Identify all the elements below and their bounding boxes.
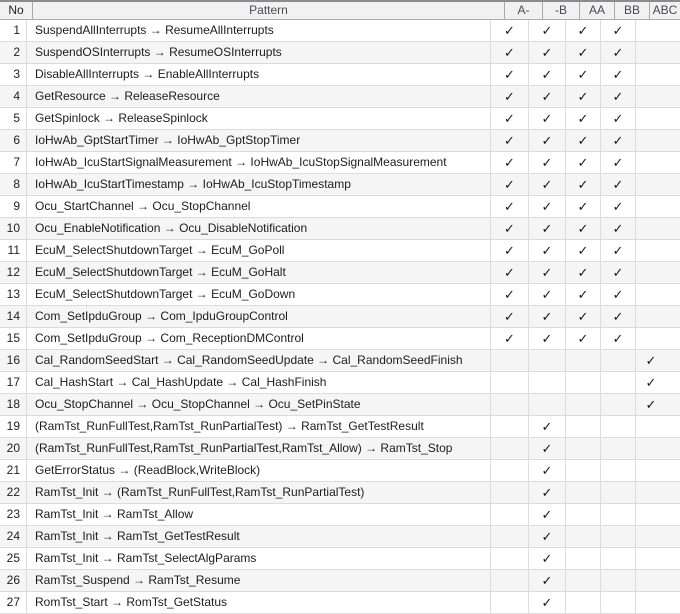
checkmark-icon: ✓ — [541, 595, 553, 610]
checkmark-icon: ✓ — [504, 133, 515, 148]
checkmark-icon: ✓ — [504, 111, 515, 126]
table-row — [0, 548, 680, 570]
checkmark-icon: ✓ — [541, 419, 553, 434]
checkmark-icon: ✓ — [577, 243, 589, 258]
check-cell-aa — [566, 394, 601, 415]
check-cell-bb — [601, 548, 636, 569]
check-cell-aa — [566, 42, 601, 63]
checkmark-icon: ✓ — [504, 243, 515, 258]
check-cell-bb — [601, 482, 636, 503]
check-cell-dash-b — [529, 262, 566, 283]
row-number: 23 — [0, 504, 27, 525]
check-cell-abc — [636, 482, 666, 503]
table-row — [0, 526, 680, 548]
pattern-cell: Com_SetIpduGroup → Com_ReceptionDMControl — [27, 328, 491, 349]
check-cell-abc — [636, 86, 666, 107]
check-cell-aa — [566, 284, 601, 305]
check-cell-a-dash — [491, 526, 529, 547]
check-cell-aa — [566, 328, 601, 349]
check-cell-dash-b — [529, 20, 566, 41]
check-cell-bb — [601, 570, 636, 591]
row-number: 24 — [0, 526, 27, 547]
check-cell-a-dash — [491, 20, 529, 41]
column-header-no: No — [0, 2, 33, 19]
check-cell-bb — [601, 416, 636, 437]
pattern-cell: IoHwAb_GptStartTimer → IoHwAb_GptStopTimer — [27, 130, 491, 151]
pattern-cell: SuspendOSInterrupts → ResumeOSInterrupts — [27, 42, 491, 63]
table-row — [0, 504, 680, 526]
check-cell-aa — [566, 240, 601, 261]
check-cell-a-dash — [491, 328, 529, 349]
table-row — [0, 482, 680, 504]
checkmark-icon: ✓ — [645, 353, 657, 368]
checkmark-icon: ✓ — [541, 155, 553, 170]
checkmark-icon: ✓ — [541, 111, 553, 126]
pattern-cell: Ocu_EnableNotification → Ocu_DisableNotification — [27, 218, 491, 239]
pattern-cell: GetResource → ReleaseResource — [27, 86, 491, 107]
check-cell-dash-b — [529, 548, 566, 569]
check-cell-a-dash — [491, 262, 529, 283]
check-cell-a-dash — [491, 416, 529, 437]
check-cell-dash-b — [529, 570, 566, 591]
checkmark-icon: ✓ — [612, 45, 624, 60]
check-cell-a-dash — [491, 570, 529, 591]
pattern-cell: RamTst_Init → (RamTst_RunFullTest,RamTst_RunPartialTest) — [27, 482, 491, 503]
checkmark-icon: ✓ — [612, 331, 624, 346]
check-cell-a-dash — [491, 64, 529, 85]
pattern-cell: Cal_HashStart → Cal_HashUpdate → Cal_HashFinish — [27, 372, 491, 393]
checkmark-icon: ✓ — [612, 133, 624, 148]
table-row — [0, 592, 680, 614]
check-cell-dash-b — [529, 218, 566, 239]
checkmark-icon: ✓ — [504, 23, 515, 38]
check-cell-dash-b — [529, 438, 566, 459]
check-cell-aa — [566, 372, 601, 393]
table-row — [0, 306, 680, 328]
check-cell-a-dash — [491, 372, 529, 393]
column-header-pattern: Pattern — [33, 2, 505, 19]
check-cell-dash-b — [529, 64, 566, 85]
row-number: 19 — [0, 416, 27, 437]
row-number: 26 — [0, 570, 27, 591]
check-cell-a-dash — [491, 438, 529, 459]
check-cell-a-dash — [491, 218, 529, 239]
check-cell-abc — [636, 108, 666, 129]
check-cell-bb — [601, 328, 636, 349]
checkmark-icon: ✓ — [612, 89, 624, 104]
check-cell-abc — [636, 174, 666, 195]
check-cell-bb — [601, 306, 636, 327]
check-cell-abc — [636, 20, 666, 41]
check-cell-abc — [636, 284, 666, 305]
column-header-a-dash: A- — [505, 2, 543, 19]
check-cell-abc — [636, 328, 666, 349]
check-cell-bb — [601, 592, 636, 613]
check-cell-aa — [566, 592, 601, 613]
pattern-cell: Ocu_StopChannel → Ocu_StopChannel → Ocu_SetPinState — [27, 394, 491, 415]
check-cell-a-dash — [491, 196, 529, 217]
checkmark-icon: ✓ — [504, 89, 515, 104]
checkmark-icon: ✓ — [541, 551, 553, 566]
check-cell-abc — [636, 592, 666, 613]
checkmark-icon: ✓ — [577, 111, 589, 126]
checkmark-icon: ✓ — [504, 177, 515, 192]
checkmark-icon: ✓ — [577, 221, 589, 236]
table-row — [0, 196, 680, 218]
checkmark-icon: ✓ — [612, 155, 624, 170]
pattern-table-body — [0, 20, 680, 614]
pattern-cell: RamTst_Init → RamTst_Allow — [27, 504, 491, 525]
row-number: 25 — [0, 548, 27, 569]
check-cell-dash-b — [529, 592, 566, 613]
check-cell-dash-b — [529, 284, 566, 305]
check-cell-aa — [566, 218, 601, 239]
check-cell-dash-b — [529, 394, 566, 415]
row-number: 3 — [0, 64, 27, 85]
check-cell-bb — [601, 130, 636, 151]
check-cell-dash-b — [529, 526, 566, 547]
check-cell-abc — [636, 460, 666, 481]
check-cell-aa — [566, 350, 601, 371]
check-cell-bb — [601, 86, 636, 107]
row-number: 20 — [0, 438, 27, 459]
check-cell-abc — [636, 306, 666, 327]
checkmark-icon: ✓ — [577, 331, 589, 346]
checkmark-icon: ✓ — [541, 23, 553, 38]
check-cell-bb — [601, 526, 636, 547]
check-cell-dash-b — [529, 328, 566, 349]
checkmark-icon: ✓ — [504, 199, 515, 214]
row-number: 21 — [0, 460, 27, 481]
check-cell-dash-b — [529, 460, 566, 481]
checkmark-icon: ✓ — [541, 463, 553, 478]
check-cell-aa — [566, 196, 601, 217]
check-cell-bb — [601, 152, 636, 173]
table-row — [0, 64, 680, 86]
check-cell-a-dash — [491, 108, 529, 129]
table-row — [0, 438, 680, 460]
check-cell-bb — [601, 64, 636, 85]
check-cell-dash-b — [529, 372, 566, 393]
table-row — [0, 174, 680, 196]
check-cell-dash-b — [529, 482, 566, 503]
table-row — [0, 570, 680, 592]
check-cell-a-dash — [491, 130, 529, 151]
check-cell-abc — [636, 218, 666, 239]
check-cell-a-dash — [491, 394, 529, 415]
check-cell-a-dash — [491, 482, 529, 503]
check-cell-dash-b — [529, 306, 566, 327]
pattern-cell: RamTst_Init → RamTst_SelectAlgParams — [27, 548, 491, 569]
check-cell-abc — [636, 196, 666, 217]
checkmark-icon: ✓ — [541, 529, 553, 544]
checkmark-icon: ✓ — [577, 199, 589, 214]
row-number: 10 — [0, 218, 27, 239]
table-row — [0, 350, 680, 372]
pattern-cell: IoHwAb_IcuStartSignalMeasurement → IoHwAb_IcuStopSignalMeasurement — [27, 152, 491, 173]
row-number: 1 — [0, 20, 27, 41]
checkmark-icon: ✓ — [577, 287, 589, 302]
checkmark-icon: ✓ — [612, 199, 624, 214]
check-cell-a-dash — [491, 592, 529, 613]
checkmark-icon: ✓ — [612, 177, 624, 192]
pattern-cell: (RamTst_RunFullTest,RamTst_RunPartialTest,RamTst_Allow) → RamTst_Stop — [27, 438, 491, 459]
checkmark-icon: ✓ — [541, 45, 553, 60]
check-cell-aa — [566, 548, 601, 569]
check-cell-aa — [566, 86, 601, 107]
check-cell-abc — [636, 372, 666, 393]
checkmark-icon: ✓ — [612, 265, 624, 280]
table-row — [0, 86, 680, 108]
row-number: 2 — [0, 42, 27, 63]
pattern-cell: RamTst_Init → RamTst_GetTestResult — [27, 526, 491, 547]
checkmark-icon: ✓ — [504, 331, 515, 346]
checkmark-icon: ✓ — [577, 265, 589, 280]
table-row — [0, 284, 680, 306]
column-header-dash-b: -B — [543, 2, 580, 19]
pattern-cell: EcuM_SelectShutdownTarget → EcuM_GoHalt — [27, 262, 491, 283]
column-header-bb: BB — [615, 2, 650, 19]
check-cell-aa — [566, 174, 601, 195]
table-row — [0, 262, 680, 284]
check-cell-dash-b — [529, 130, 566, 151]
check-cell-abc — [636, 526, 666, 547]
checkmark-icon: ✓ — [504, 155, 515, 170]
pattern-cell: (RamTst_RunFullTest,RamTst_RunPartialTest) → RamTst_GetTestResult — [27, 416, 491, 437]
checkmark-icon: ✓ — [541, 287, 553, 302]
checkmark-icon: ✓ — [541, 331, 553, 346]
table-row — [0, 42, 680, 64]
row-number: 22 — [0, 482, 27, 503]
check-cell-dash-b — [529, 416, 566, 437]
checkmark-icon: ✓ — [504, 45, 515, 60]
checkmark-icon: ✓ — [504, 309, 515, 324]
check-cell-aa — [566, 570, 601, 591]
check-cell-abc — [636, 570, 666, 591]
checkmark-icon: ✓ — [541, 507, 553, 522]
checkmark-icon: ✓ — [612, 309, 624, 324]
check-cell-aa — [566, 20, 601, 41]
check-cell-aa — [566, 130, 601, 151]
checkmark-icon: ✓ — [541, 441, 553, 456]
check-cell-a-dash — [491, 460, 529, 481]
check-cell-bb — [601, 218, 636, 239]
checkmark-icon: ✓ — [504, 221, 515, 236]
check-cell-bb — [601, 262, 636, 283]
check-cell-abc — [636, 42, 666, 63]
check-cell-bb — [601, 504, 636, 525]
table-row — [0, 108, 680, 130]
table-row — [0, 372, 680, 394]
check-cell-aa — [566, 482, 601, 503]
checkmark-icon: ✓ — [541, 89, 553, 104]
checkmark-icon: ✓ — [541, 221, 553, 236]
check-cell-abc — [636, 438, 666, 459]
check-cell-aa — [566, 152, 601, 173]
table-row — [0, 394, 680, 416]
row-number: 14 — [0, 306, 27, 327]
check-cell-a-dash — [491, 42, 529, 63]
row-number: 17 — [0, 372, 27, 393]
checkmark-icon: ✓ — [541, 67, 553, 82]
check-cell-a-dash — [491, 548, 529, 569]
check-cell-abc — [636, 416, 666, 437]
checkmark-icon: ✓ — [577, 67, 589, 82]
table-row — [0, 460, 680, 482]
checkmark-icon: ✓ — [541, 243, 553, 258]
row-number: 15 — [0, 328, 27, 349]
checkmark-icon: ✓ — [612, 67, 624, 82]
check-cell-bb — [601, 438, 636, 459]
table-header — [0, 0, 680, 20]
checkmark-icon: ✓ — [577, 309, 589, 324]
row-number: 4 — [0, 86, 27, 107]
check-cell-aa — [566, 108, 601, 129]
table-row — [0, 130, 680, 152]
check-cell-bb — [601, 240, 636, 261]
check-cell-aa — [566, 262, 601, 283]
table-row — [0, 240, 680, 262]
table-row — [0, 20, 680, 42]
check-cell-a-dash — [491, 174, 529, 195]
check-cell-dash-b — [529, 240, 566, 261]
pattern-cell: RamTst_Suspend → RamTst_Resume — [27, 570, 491, 591]
check-cell-abc — [636, 64, 666, 85]
column-header-abc: ABC — [652, 3, 678, 17]
pattern-cell: SuspendAllInterrupts → ResumeAllInterrupts — [27, 20, 491, 41]
checkmark-icon: ✓ — [541, 199, 553, 214]
checkmark-icon: ✓ — [645, 375, 657, 390]
checkmark-icon: ✓ — [541, 265, 553, 280]
check-cell-aa — [566, 526, 601, 547]
table-row — [0, 218, 680, 240]
check-cell-aa — [566, 460, 601, 481]
check-cell-abc — [636, 130, 666, 151]
check-cell-abc — [636, 262, 666, 283]
check-cell-aa — [566, 64, 601, 85]
check-cell-dash-b — [529, 196, 566, 217]
row-number: 6 — [0, 130, 27, 151]
pattern-cell: EcuM_SelectShutdownTarget → EcuM_GoDown — [27, 284, 491, 305]
row-number: 8 — [0, 174, 27, 195]
checkmark-icon: ✓ — [577, 133, 589, 148]
pattern-cell: Com_SetIpduGroup → Com_IpduGroupControl — [27, 306, 491, 327]
check-cell-bb — [601, 20, 636, 41]
check-cell-bb — [601, 394, 636, 415]
row-number: 12 — [0, 262, 27, 283]
checkmark-icon: ✓ — [541, 177, 553, 192]
checkmark-icon: ✓ — [504, 67, 515, 82]
check-cell-abc — [636, 394, 666, 415]
check-cell-dash-b — [529, 42, 566, 63]
check-cell-dash-b — [529, 108, 566, 129]
table-row — [0, 328, 680, 350]
pattern-cell: Ocu_StartChannel → Ocu_StopChannel — [27, 196, 491, 217]
check-cell-bb — [601, 460, 636, 481]
check-cell-dash-b — [529, 504, 566, 525]
row-number: 27 — [0, 592, 27, 613]
check-cell-a-dash — [491, 504, 529, 525]
check-cell-a-dash — [491, 284, 529, 305]
check-cell-abc — [636, 548, 666, 569]
check-cell-dash-b — [529, 174, 566, 195]
checkmark-icon: ✓ — [577, 177, 589, 192]
checkmark-icon: ✓ — [541, 309, 553, 324]
check-cell-a-dash — [491, 86, 529, 107]
row-number: 5 — [0, 108, 27, 129]
pattern-cell: EcuM_SelectShutdownTarget → EcuM_GoPoll — [27, 240, 491, 261]
check-cell-dash-b — [529, 86, 566, 107]
checkmark-icon: ✓ — [612, 221, 624, 236]
check-cell-aa — [566, 438, 601, 459]
checkmark-icon: ✓ — [612, 23, 624, 38]
check-cell-bb — [601, 372, 636, 393]
column-header-aa: AA — [580, 2, 615, 19]
table-row — [0, 416, 680, 438]
pattern-cell: IoHwAb_IcuStartTimestamp → IoHwAb_IcuStopTimestamp — [27, 174, 491, 195]
checkmark-icon: ✓ — [541, 485, 553, 500]
row-number: 13 — [0, 284, 27, 305]
row-number: 9 — [0, 196, 27, 217]
checkmark-icon: ✓ — [577, 45, 589, 60]
pattern-cell: Cal_RandomSeedStart → Cal_RandomSeedUpdate → Cal_RandomSeedFinish — [27, 350, 491, 371]
checkmark-icon: ✓ — [612, 243, 624, 258]
checkmark-icon: ✓ — [541, 573, 553, 588]
check-cell-abc — [636, 350, 666, 371]
check-cell-bb — [601, 196, 636, 217]
row-number: 7 — [0, 152, 27, 173]
table-row — [0, 152, 680, 174]
checkmark-icon: ✓ — [577, 23, 589, 38]
check-cell-bb — [601, 42, 636, 63]
check-cell-aa — [566, 416, 601, 437]
checkmark-icon: ✓ — [541, 133, 553, 148]
check-cell-dash-b — [529, 350, 566, 371]
check-cell-aa — [566, 504, 601, 525]
check-cell-abc — [636, 152, 666, 173]
checkmark-icon: ✓ — [504, 265, 515, 280]
check-cell-bb — [601, 174, 636, 195]
checkmark-icon: ✓ — [577, 89, 589, 104]
check-cell-a-dash — [491, 350, 529, 371]
checkmark-icon: ✓ — [504, 287, 515, 302]
pattern-cell: GetErrorStatus → (ReadBlock,WriteBlock) — [27, 460, 491, 481]
check-cell-a-dash — [491, 152, 529, 173]
pattern-cell: GetSpinlock → ReleaseSpinlock — [27, 108, 491, 129]
check-cell-a-dash — [491, 240, 529, 261]
check-cell-dash-b — [529, 152, 566, 173]
row-number: 16 — [0, 350, 27, 371]
check-cell-abc — [636, 504, 666, 525]
check-cell-abc — [636, 240, 666, 261]
check-cell-bb — [601, 350, 636, 371]
checkmark-icon: ✓ — [612, 111, 624, 126]
row-number: 11 — [0, 240, 27, 261]
check-cell-bb — [601, 108, 636, 129]
row-number: 18 — [0, 394, 27, 415]
check-cell-aa — [566, 306, 601, 327]
check-cell-a-dash — [491, 306, 529, 327]
checkmark-icon: ✓ — [645, 397, 657, 412]
pattern-cell: DisableAllInterrupts → EnableAllInterrupts — [27, 64, 491, 85]
pattern-cell: RomTst_Start → RomTst_GetStatus — [27, 592, 491, 613]
checkmark-icon: ✓ — [577, 155, 589, 170]
checkmark-icon: ✓ — [612, 287, 624, 302]
check-cell-bb — [601, 284, 636, 305]
